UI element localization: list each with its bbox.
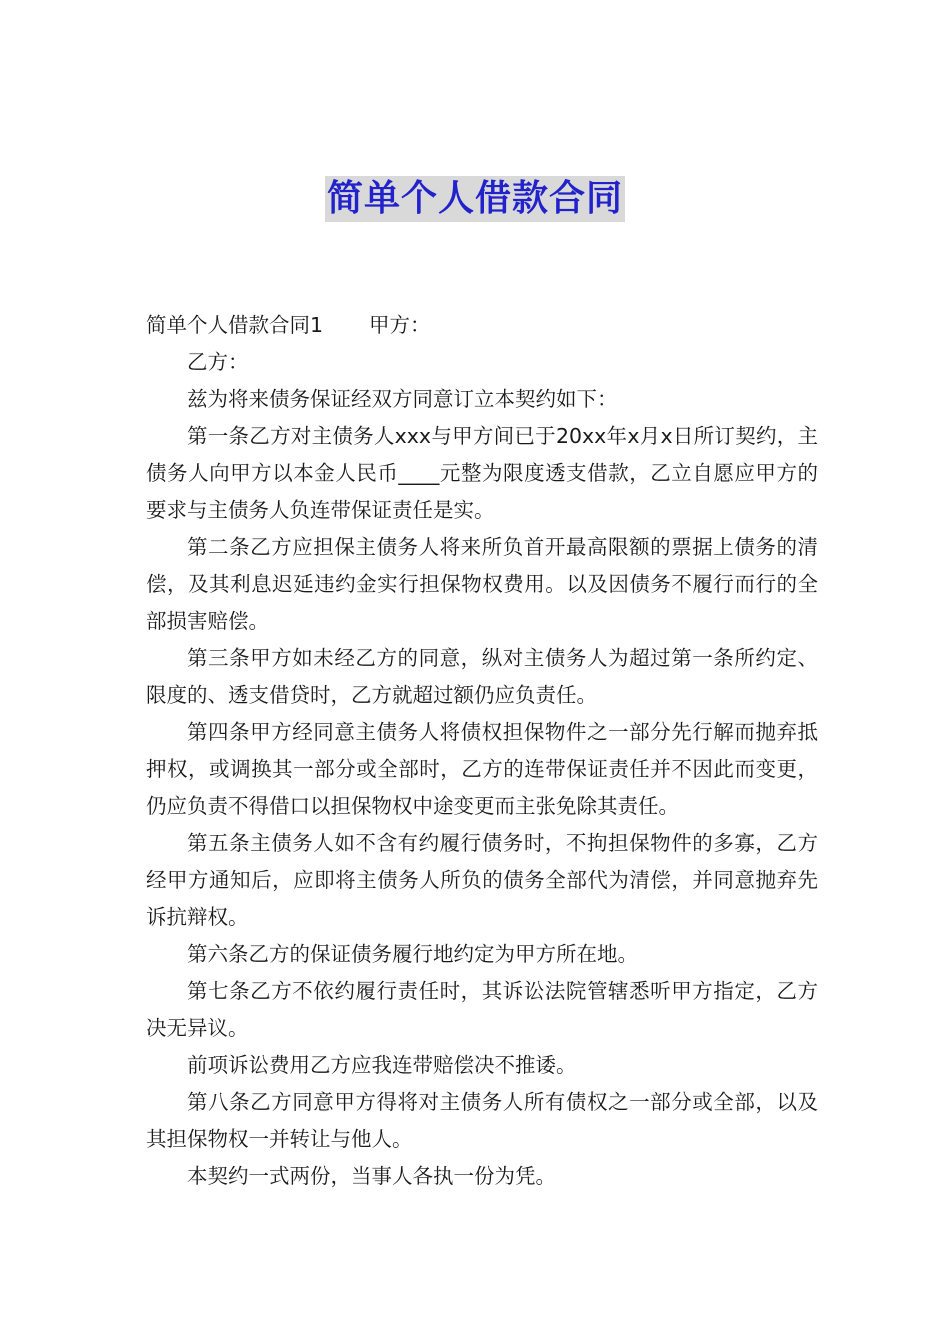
heading-line-right: 甲方：	[369, 313, 431, 337]
clause-8: 第八条乙方同意甲方得将对主债务人所有债权之一部分或全部，以及其担保物权一并转让与他人。	[146, 1090, 818, 1151]
document-title-block	[0, 176, 950, 222]
document-title: 简单个人借款合同	[325, 176, 625, 222]
document-body	[146, 307, 818, 1195]
clause-3: 第三条甲方如未经乙方的同意，纵对主债务人为超过第一条所约定、限度的、透支借贷时，乙方就超过额仍应负责任。	[146, 646, 818, 707]
clause-7: 第七条乙方不依约履行责任时，其诉讼法院管辖悉听甲方指定，乙方决无异议。	[146, 979, 818, 1040]
paragraph: 前项诉讼费用乙方应我连带赔偿决不推诿。	[187, 1053, 577, 1077]
heading-line-left: 简单个人借款合同1	[146, 313, 324, 337]
clause-4: 第四条甲方经同意主债务人将债权担保物件之一部分先行解而抛弃抵押权，或调换其一部分或全部时，乙方的连带保证责任并不因此而变更，仍应负责不得借口以担保物权中途变更而主张免除其责任。	[146, 720, 818, 818]
clause-1: 第一条乙方对主债务人xxx与甲方间已于20xx年x月x日所订契约，主债务人向甲方以本金人民币____元整为限度透支借款，乙立自愿应甲方的要求与主债务人负连带保证责任是实。	[146, 424, 818, 522]
clause-6: 第六条乙方的保证债务履行地约定为甲方所在地。	[187, 942, 638, 966]
paragraph: 兹为将来债务保证经双方同意订立本契约如下：	[187, 387, 618, 411]
paragraph: 本契约一式两份，当事人各执一份为凭。	[187, 1164, 556, 1188]
clause-2: 第二条乙方应担保主债务人将来所负首开最高限额的票据上债务的清偿，及其利息迟延违约金实行担保物权费用。以及因债务不履行而行的全部损害赔偿。	[146, 535, 818, 633]
paragraph: 乙方：	[187, 350, 249, 374]
heading-line	[146, 307, 818, 344]
clause-5: 第五条主债务人如不含有约履行债务时，不拘担保物件的多寡，乙方经甲方通知后，应即将主债务人所负的债务全部代为清偿，并同意抛弃先诉抗辩权。	[146, 831, 818, 929]
